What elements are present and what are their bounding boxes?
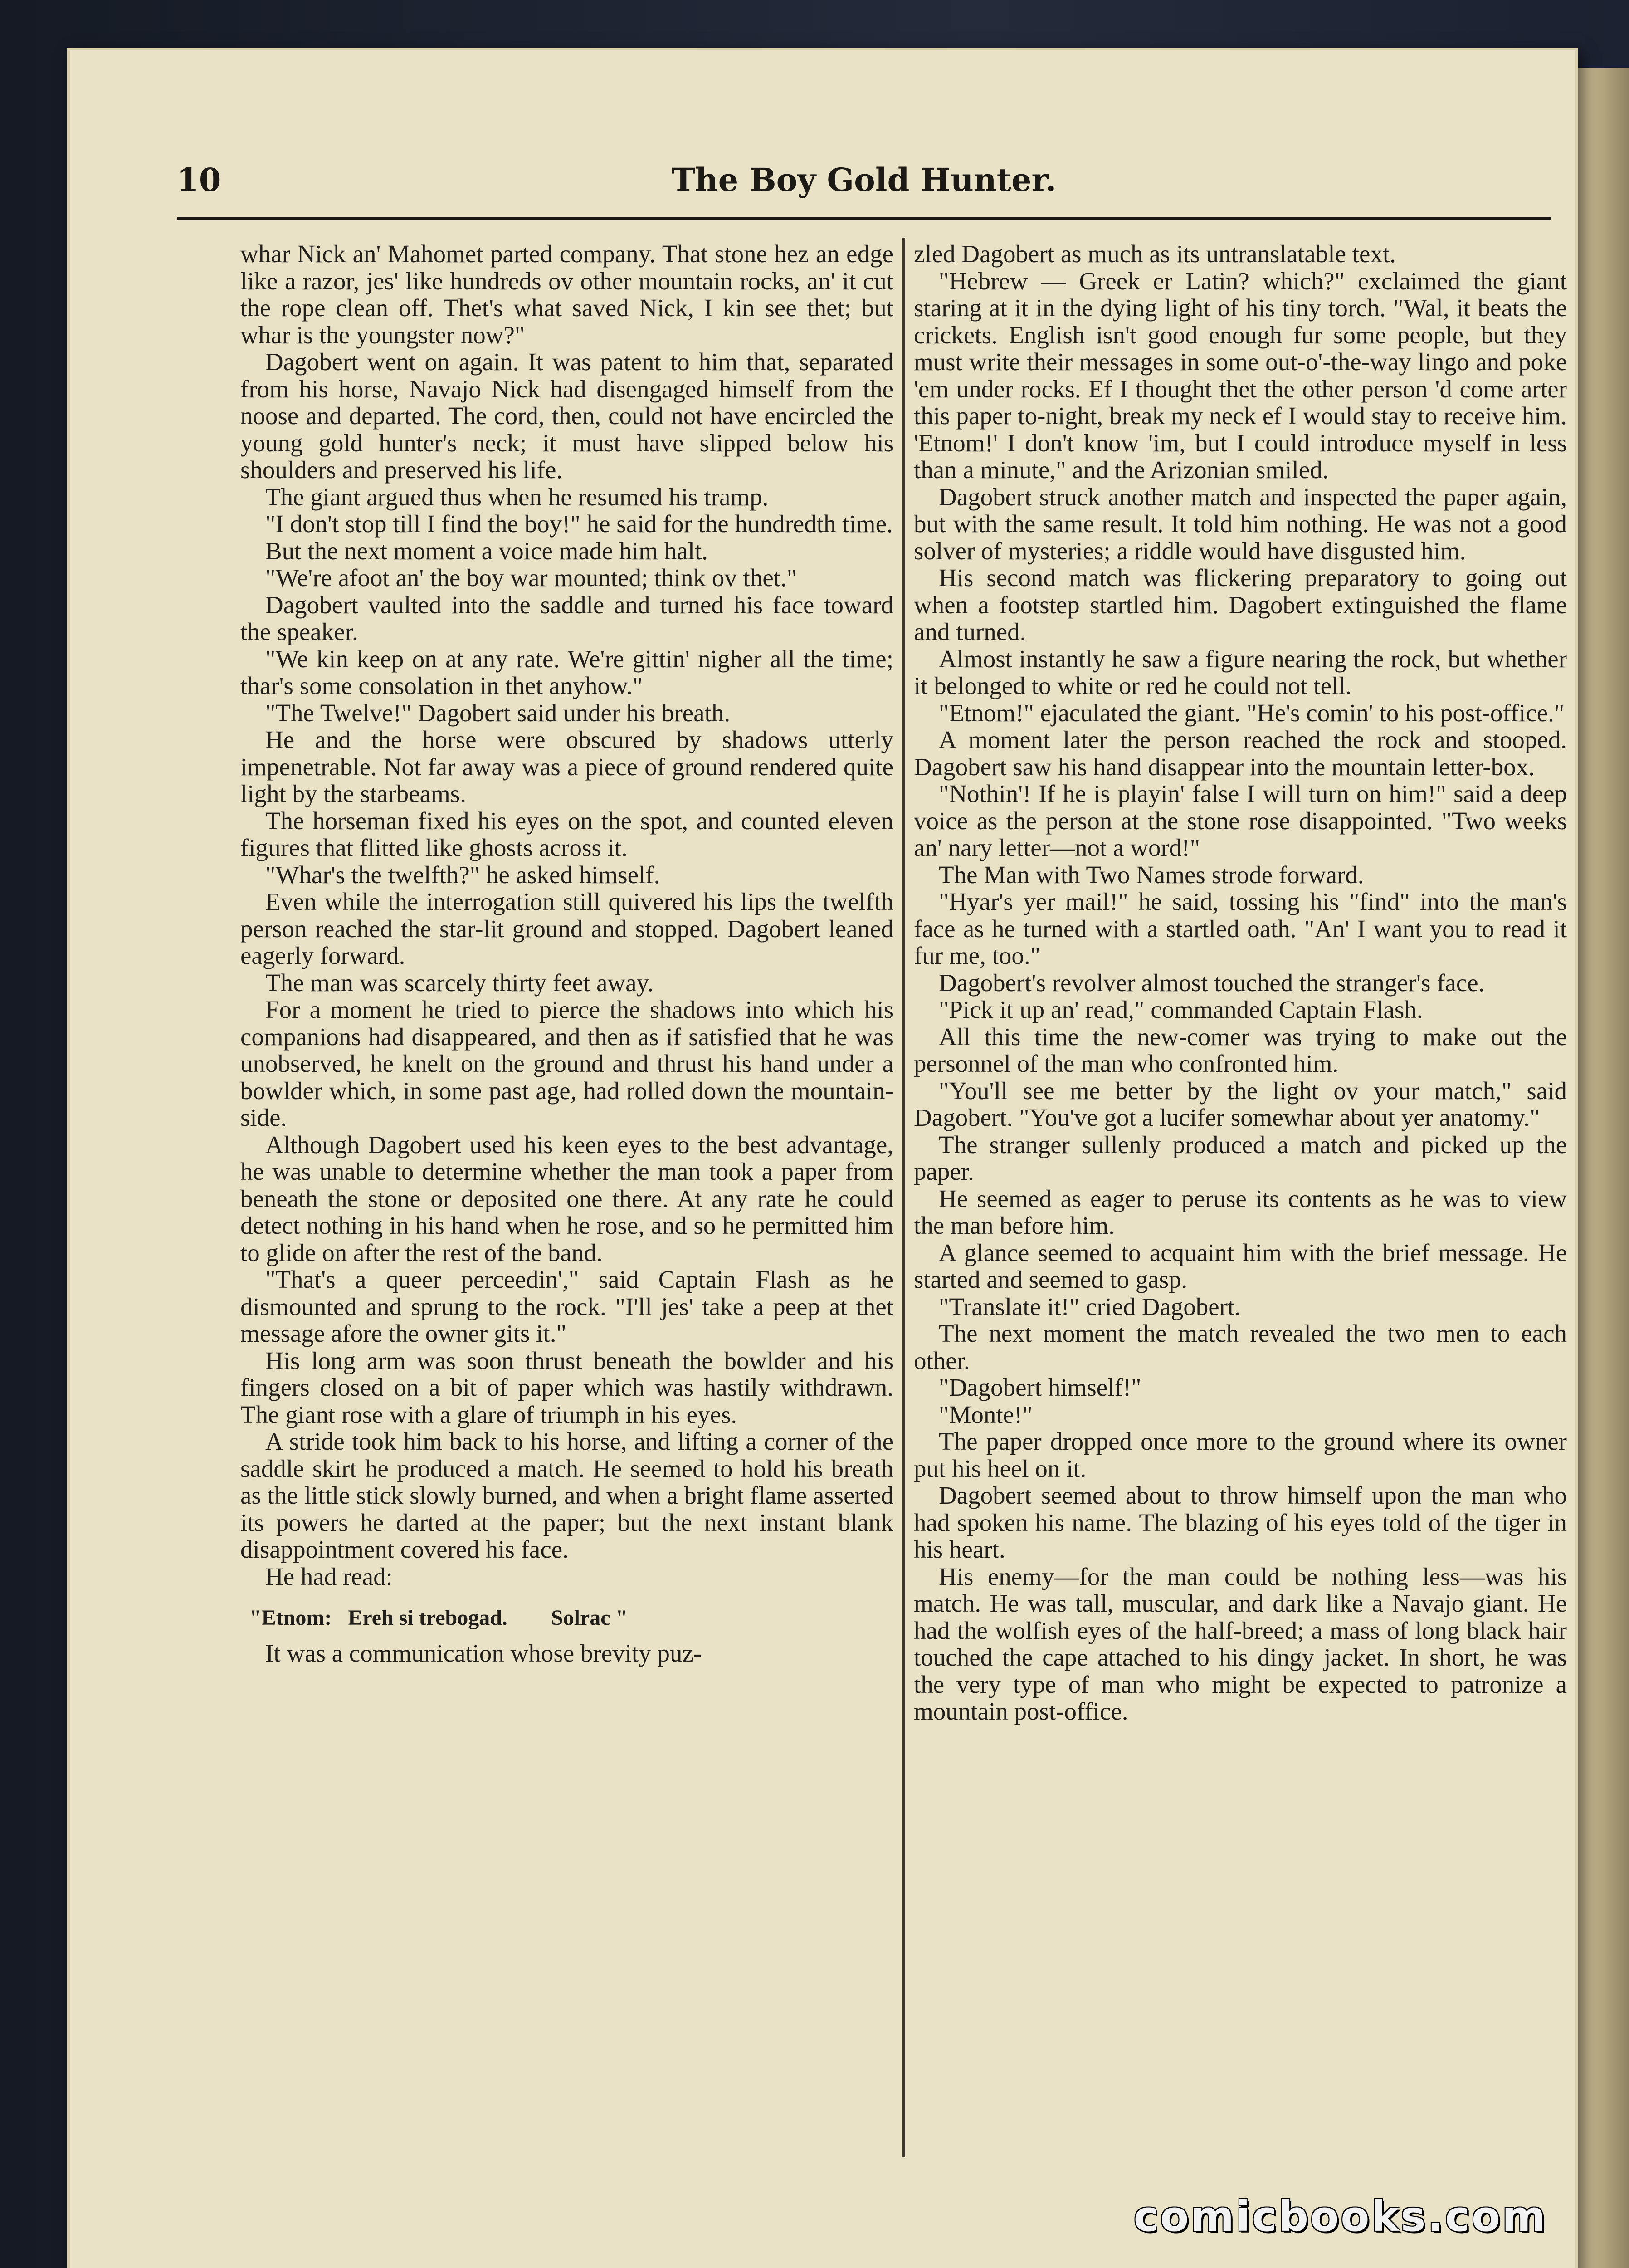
paragraph: Dagobert went on again. It was patent to him that, separated from his horse, Navajo Nick had disengaged himself from the noose and departed. The cord, then, could not have encircled the young gold hunter's neck; it must have slipped below his shoulders and preserved his life. bbox=[240, 348, 893, 484]
watermark: comicbooks.com bbox=[1133, 2192, 1547, 2241]
paragraph: "Translate it!" cried Dagobert. bbox=[939, 1292, 1241, 1320]
right-column bbox=[914, 240, 1567, 1725]
running-title: The Boy Gold Hunter. bbox=[671, 161, 1057, 199]
paragraph: The stranger sullenly produced a match and picked up the paper. bbox=[914, 1130, 1567, 1185]
page-header bbox=[177, 154, 1551, 213]
paragraph: For a moment he tried to pierce the shadows into which his companions had disappeared, and then as if satisfied that he was unobserved, he knelt on the ground and thrust his hand under a bowlder which, in some past age, had rolled down the mountain-side. bbox=[240, 996, 893, 1131]
paragraph: "Etnom!" ejaculated the giant. "He's comin' to his post-office." bbox=[939, 699, 1565, 727]
paragraph: A moment later the person reached the rock and stooped. Dagobert saw his hand disappear into the mountain letter-box. bbox=[914, 726, 1567, 781]
paragraph: "That's a queer perceedin'," said Captain Flash as he dismounted and sprung to the rock. "I'll jes' take a peep at thet message afore the owner gits it." bbox=[240, 1266, 893, 1347]
paragraph: Dagobert seemed about to throw himself upon the man who had spoken his name. The blazing of his eyes told of the tiger in his heart. bbox=[914, 1481, 1567, 1563]
paragraph: He had read: bbox=[265, 1562, 393, 1590]
paragraph: Even while the interrogation still quivered his lips the twelfth person reached the star-lit ground and stopped. Dagobert leaned eagerly forward. bbox=[240, 888, 893, 969]
paragraph: "Hyar's yer mail!" he said, tossing his "find" into the man's face as he turned with a startled oath. "An' I want you to read it fur me, too." bbox=[914, 888, 1567, 969]
paragraph: "We're afoot an' the boy war mounted; think ov thet." bbox=[265, 564, 797, 591]
paragraph: Dagobert's revolver almost touched the stranger's face. bbox=[939, 968, 1485, 997]
paragraph: Although Dagobert used his keen eyes to the best advantage, he was unable to determine whether the man took a paper from beneath the stone or deposited one there. At any rate he could detect nothing in his hand when he rose, and so he permitted him to glide on after the rest of the band. bbox=[240, 1130, 893, 1266]
column-divider bbox=[902, 238, 905, 2157]
paragraph: The giant argued thus when he resumed his tramp. bbox=[265, 483, 769, 511]
paragraph: All this time the new-comer was trying to make out the personnel of the man who confronted him. bbox=[914, 1022, 1567, 1077]
paragraph: He and the horse were obscured by shadows utterly impenetrable. Not far away was a piece of ground rendered quite light by the starbeams. bbox=[240, 726, 893, 807]
paragraph: "I don't stop till I find the boy!" he said for the hundredth time. bbox=[265, 510, 893, 538]
header-rule bbox=[177, 217, 1551, 220]
paragraph: "Monte!" bbox=[939, 1400, 1033, 1428]
paragraph: A glance seemed to acquaint him with the brief message. He started and seemed to gasp. bbox=[914, 1238, 1567, 1293]
page-number: 10 bbox=[177, 161, 221, 199]
paragraph: "Whar's the twelfth?" he asked himself. bbox=[265, 860, 660, 889]
paragraph: "Hebrew — Greek er Latin? which?" exclaimed the giant staring at it in the dying light of his tiny torch. "Wal, it beats the crickets. English isn't good enough fur some people, but they must write their messages in some out-o'-the-way lingo and poke 'em under rocks. Ef I thought thet the other person 'd come arter this paper to-night, break my neck ef I would stay to receive him. 'Etnom!' I don't know 'im, but I could introduce myself in less than a minute," and the Arizonian smiled. bbox=[914, 267, 1567, 484]
next-page-edge bbox=[1578, 68, 1629, 2268]
paragraph: He seemed as eager to peruse its contents as he was to view the man before him. bbox=[914, 1184, 1567, 1239]
cipher-message: "Etnom: Ereh si trebogad. Solrac " bbox=[249, 1606, 628, 1630]
paragraph: His second match was flickering preparatory to going out when a footstep startled him. Dagobert extinguished the flame and turned. bbox=[914, 564, 1567, 645]
paragraph: "Pick it up an' read," commanded Captain Flash. bbox=[939, 996, 1423, 1023]
paragraph: His long arm was soon thrust beneath the bowlder and his fingers closed on a bit of paper which was hastily withdrawn. The giant rose with a glare of triumph in his eyes. bbox=[240, 1346, 893, 1428]
paragraph: It was a communication whose brevity puz- bbox=[265, 1639, 702, 1667]
paragraph: "We kin keep on at any rate. We're gittin' nigher all the time; thar's some consolation in thet anyhow." bbox=[240, 645, 893, 699]
paragraph: Dagobert vaulted into the saddle and turned his face toward the speaker. bbox=[240, 591, 893, 645]
paragraph: But the next moment a voice made him halt. bbox=[265, 537, 708, 565]
paragraph: The paper dropped once more to the ground where its owner put his heel on it. bbox=[914, 1427, 1567, 1482]
left-column bbox=[240, 240, 893, 1667]
paragraph: whar Nick an' Mahomet parted company. That stone hez an edge like a razor, jes' like hundreds ov other mountain rocks, an' it cut the rope clean off. Thet's what saved Nick, I kin see thet; but whar is the youngster now?" bbox=[240, 240, 893, 349]
paragraph: The horseman fixed his eyes on the spot, and counted eleven figures that flitted like ghosts across it. bbox=[240, 807, 893, 861]
paragraph: Dagobert struck another match and inspected the paper again, but with the same result. It told him nothing. He was not a good solver of mysteries; a riddle would have disgusted him. bbox=[914, 483, 1567, 565]
paragraph: His enemy—for the man could be nothing less—was his match. He was tall, muscular, and dark like a Navajo giant. He had the wolfish eyes of the half-breed; a mass of long black hair touched the cape attached to his dingy jacket. In short, he was the very type of man who might be expected to patronize a mountain post-office. bbox=[914, 1562, 1567, 1725]
paragraph: "You'll see me better by the light ov your match," said Dagobert. "You've got a lucifer somewhar about yer anatomy." bbox=[914, 1076, 1567, 1131]
paragraph: "The Twelve!" Dagobert said under his breath. bbox=[265, 699, 731, 727]
paragraph: The Man with Two Names strode forward. bbox=[939, 860, 1364, 889]
paragraph: "Dagobert himself!" bbox=[939, 1374, 1141, 1401]
paragraph: zled Dagobert as much as its untranslatable text. bbox=[914, 240, 1396, 268]
paragraph: Almost instantly he saw a figure nearing the rock, but whether it belonged to white or red he could not tell. bbox=[914, 645, 1567, 699]
paragraph: The man was scarcely thirty feet away. bbox=[265, 968, 654, 997]
paragraph: The next moment the match revealed the two men to each other. bbox=[914, 1320, 1567, 1374]
paragraph: "Nothin'! If he is playin' false I will turn on him!" said a deep voice as the person at the stone rose disappointed. "Two weeks an' nary letter—not a word!" bbox=[914, 780, 1567, 861]
paragraph: A stride took him back to his horse, and lifting a corner of the saddle skirt he produced a match. He seemed to hold his breath as the little stick slowly burned, and when a bright flame asserted its powers he darted at the paper; but the next instant blank disappointment covered his face. bbox=[240, 1427, 893, 1563]
